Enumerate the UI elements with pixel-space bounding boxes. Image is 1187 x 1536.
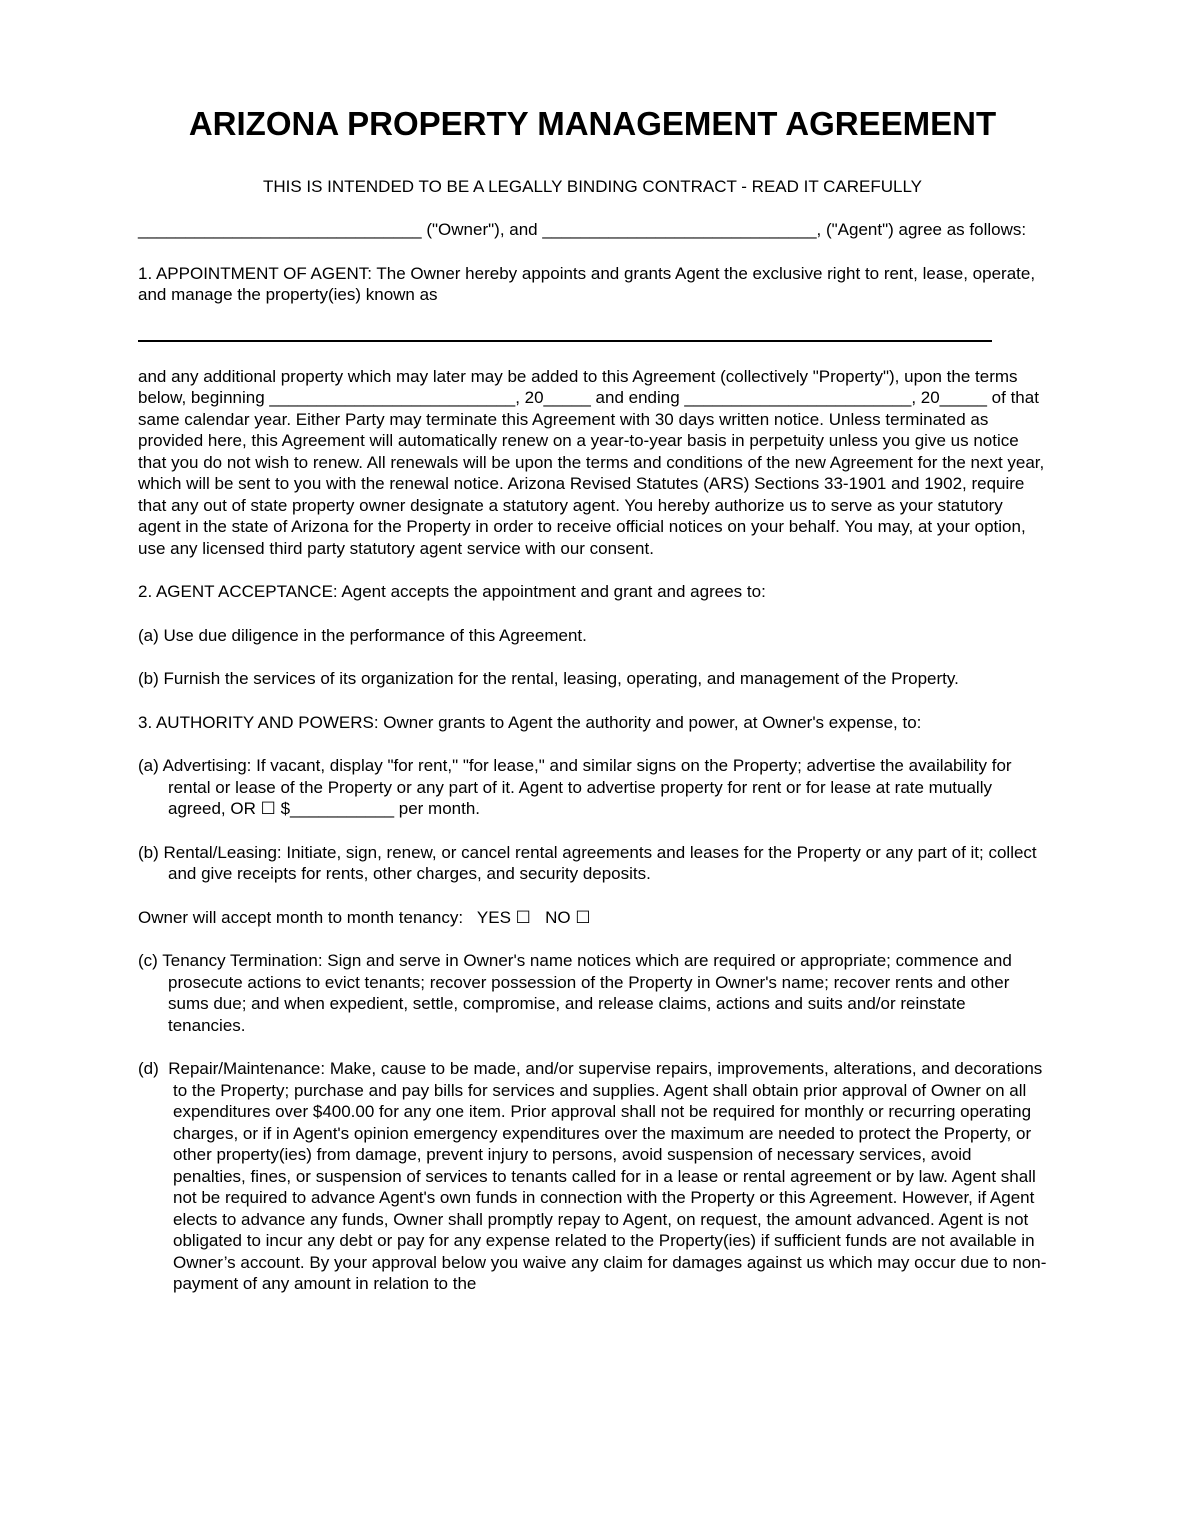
item-text: Rental/Leasing: Initiate, sign, renew, or cancel rental agreements and leases for the Property or any part of it; collect and give receipts for rents, other charges, and security deposits. xyxy=(158,842,1042,884)
section-2-item-b xyxy=(138,668,1047,690)
item-text: Advertising: If vacant, display "for rent," "for lease," and similar signs on the Property; advertise the availability for rental or lease of the Property or any part of it. Agent to advertise property for rent or for lease at rate mutually agreed, OR xyxy=(158,756,1017,819)
party-agreement-line: ______________________________ ("Owner"), and _____________________________, ("Agent") agree as follows: xyxy=(138,220,1027,240)
item-marker: (a) xyxy=(138,756,159,776)
item-text: $___________ per month. xyxy=(275,799,481,819)
section-3-item-d-repair-maintenance xyxy=(138,1058,1047,1295)
section-3-item-b-rental-leasing xyxy=(138,842,1047,885)
property-description-blank-field[interactable] xyxy=(138,340,992,342)
item-marker: (b) xyxy=(138,669,159,689)
item-text: Tenancy Termination: Sign and serve in Owner's name notices which are required or appropriate; commence and prosecute actions to evict tenants; recover possession of the Property in Owner's name; recover rents and other sums due; and when expedient, settle, compromise, and release claims, actions and suits and/or reinstate tenancies. xyxy=(157,951,1017,1035)
no-label: NO xyxy=(530,907,576,927)
section-1-terms-paragraph: and any additional property which may later may be added to this Agreement (collectively "Property"), upon the terms below, beginning __________________________, 20_____ and ending ________________________, 20_____ of that same calendar year. Either Party may terminate this Agreement with 30 days written notice. Unless terminated as provided here, this Agreement will automatically renew on a year-to-year basis in perpetuity unless you give us notice that you do not wish to renew. All renewals will be upon the terms and conditions of the new Agreement for the next year, which will be sent to you with the renewal notice. Arizona Revised Statutes (ARS) Sections 33-1901 and 1902, require that any out of state property owner designate a statutory agent. You hereby authorize us to serve as your statutory agent in the state of Arizona for the Property in order to receive official notices on your behalf. You may, at your option, use any licensed third party statutory agent service with our consent. xyxy=(138,366,1049,558)
item-marker: (a) xyxy=(138,625,159,645)
document-title: ARIZONA PROPERTY MANAGEMENT AGREEMENT xyxy=(188,105,997,142)
item-text: Repair/Maintenance: Make, cause to be made, and/or supervise repairs, improvements, alterations, and decorations to the Property; purchase and pay bills for services and supplies. Agent shall obtain prior approval of Owner on all expenditures over $400.00 for any one item. Prior approval shall not be required for monthly or recurring operating charges, or if in Agent's opinion emergency expenditures over the maximum are needed to protect the Property, or other property(ies) from damage, prevent injury to persons, avoid suspension of necessary services, avoid penalties, fines, or suspension of services to tenants called for in a lease or rental agreement or by law. Agent shall not be required to advance Agent's own funds in connection with the Property or this Agreement. However, if Agent elects to advance any funds, Owner shall promptly repay to Agent, on request, the amount advanced. Agent is not obligated to incur any debt or pay for any expense related to the Property(ies) if sufficient funds are not available in Owner’s account. By your approval below you waive any claim for damages against us which may occur due to non-payment of any amount in relation to the xyxy=(158,1059,1048,1294)
section-3-item-a-advertising xyxy=(138,755,1047,820)
section-2-item-a xyxy=(138,625,1047,647)
advertising-rate-checkbox[interactable]: ☐ xyxy=(260,799,276,819)
item-marker: (c) xyxy=(138,951,158,971)
no-checkbox[interactable]: ☐ xyxy=(575,907,591,927)
section-2-heading: 2. AGENT ACCEPTANCE: Agent accepts the appointment and grant and agrees to: xyxy=(138,582,766,602)
yes-checkbox[interactable]: ☐ xyxy=(515,907,531,927)
item-text: Use due diligence in the performance of this Agreement. xyxy=(158,625,587,645)
document-subtitle: THIS IS INTENDED TO BE A LEGALLY BINDING CONTRACT - READ IT CAREFULLY xyxy=(262,176,923,196)
section-3-item-c-tenancy-termination xyxy=(138,950,1047,1036)
item-marker: (b) xyxy=(138,842,159,862)
month-to-month-tenancy-line xyxy=(138,907,1047,929)
month-to-month-question: Owner will accept month to month tenancy: xyxy=(138,907,477,927)
item-text: Furnish the services of its organization for the rental, leasing, operating, and management of the Property. xyxy=(158,669,959,689)
item-marker: (d) xyxy=(138,1059,159,1079)
yes-label: YES xyxy=(476,907,516,927)
section-3-heading: 3. AUTHORITY AND POWERS: Owner grants to Agent the authority and power, at Owner's expense, to: xyxy=(138,712,922,732)
section-1-appointment-heading: 1. APPOINTMENT OF AGENT: The Owner hereby appoints and grants Agent the exclusive right to rent, lease, operate, and manage the property(ies) known as xyxy=(138,263,1040,305)
